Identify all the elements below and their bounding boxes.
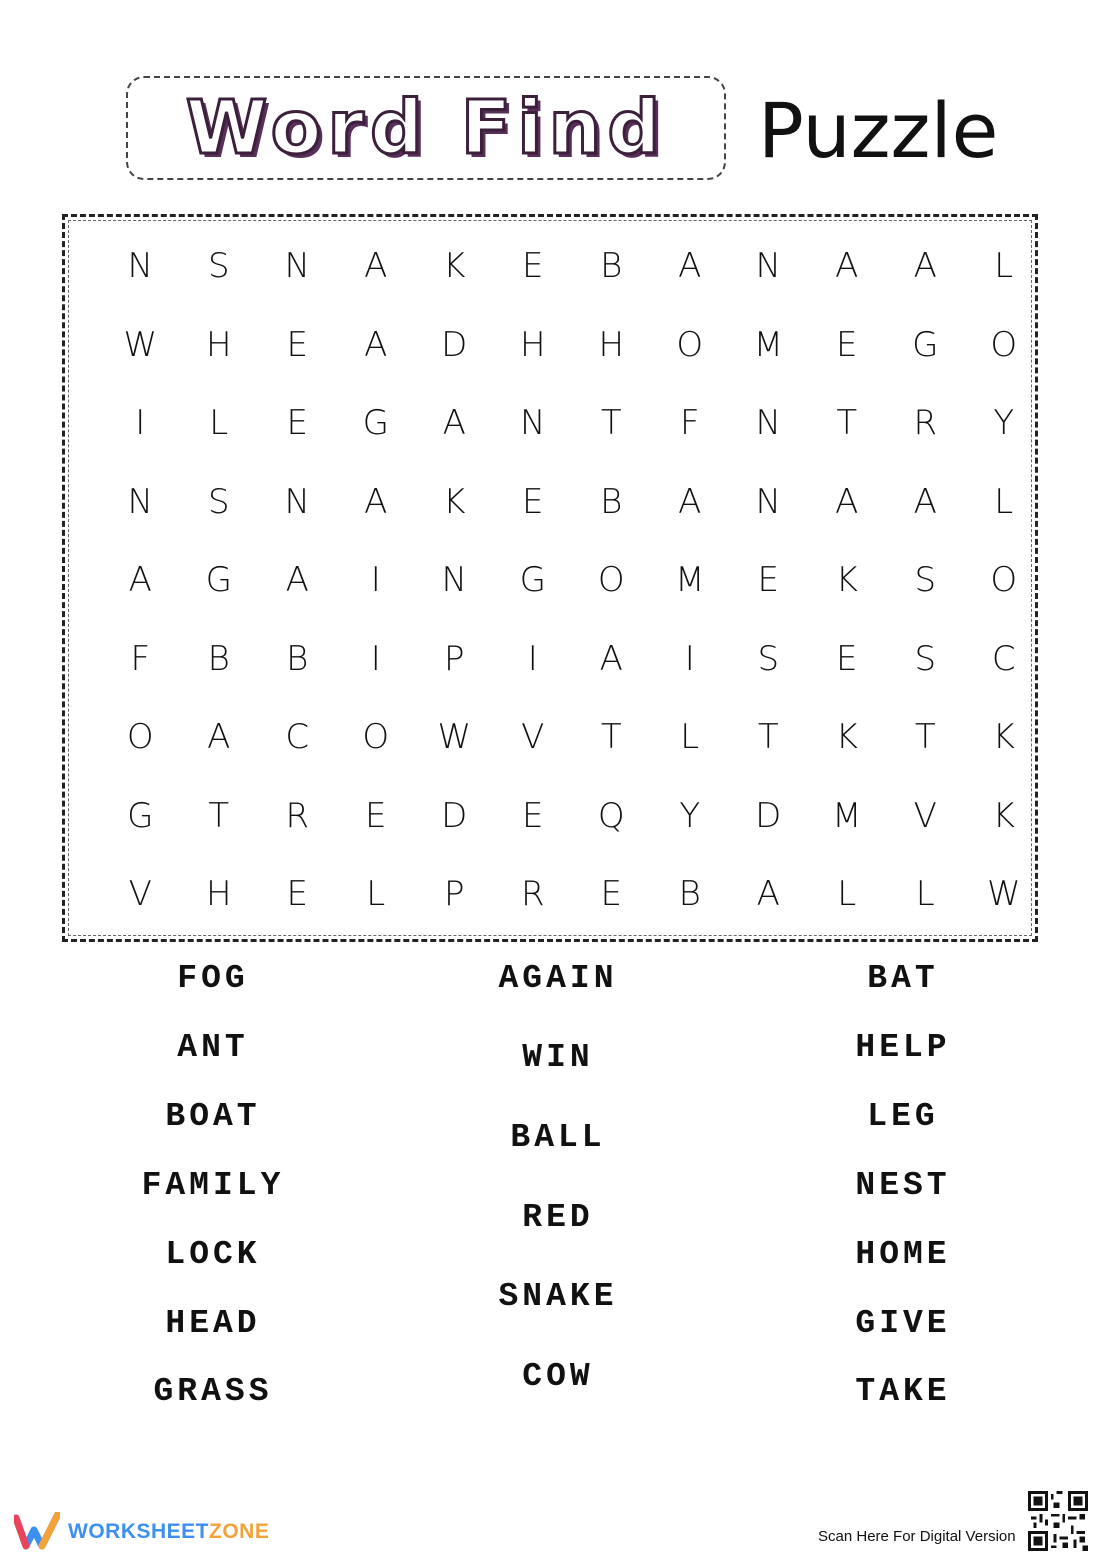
grid-letter: L [837, 874, 857, 915]
grid-letter: A [364, 481, 388, 522]
word-list-item: HOME [855, 1236, 951, 1273]
grid-letter: A [756, 874, 780, 915]
grid-row [101, 306, 1045, 385]
grid-letter: C [991, 638, 1016, 679]
grid-letter: A [128, 560, 152, 601]
grid-letter: I [370, 638, 381, 679]
grid-letter: F [130, 638, 151, 679]
grid-letter: A [599, 638, 623, 679]
grid-letter: V [521, 717, 545, 758]
grid-letter: A [678, 481, 702, 522]
grid-letter: I [684, 638, 695, 679]
grid-letter: N [755, 246, 781, 287]
grid-letter: H [205, 324, 232, 365]
grid-letter: S [207, 481, 230, 522]
grid-letter: I [370, 560, 381, 601]
grid-letter: E [600, 874, 622, 915]
grid-letter: L [209, 403, 229, 444]
grid-letter: N [755, 403, 781, 444]
word-list-item: LOCK [165, 1236, 261, 1273]
grid-letter: T [208, 795, 230, 836]
grid-letter: A [913, 481, 937, 522]
grid-letter: E [522, 246, 544, 287]
page-title: Word Find [185, 85, 667, 171]
grid-row [101, 541, 1045, 620]
grid-letter: A [442, 403, 466, 444]
brand-name [68, 1520, 269, 1544]
word-list-item: ANT [177, 1029, 249, 1066]
grid-letter: B [207, 638, 230, 679]
grid-letter: L [915, 874, 935, 915]
grid-letter: E [286, 403, 308, 444]
letter-grid-frame [62, 214, 1038, 942]
grid-letter: Q [597, 795, 625, 836]
grid-letter: A [364, 324, 388, 365]
grid-letter: N [284, 246, 310, 287]
grid-letter: T [600, 403, 622, 444]
grid-letter: M [753, 324, 783, 365]
grid-letter: L [680, 717, 700, 758]
grid-letter: V [913, 795, 937, 836]
grid-letter: P [443, 638, 465, 679]
grid-letter: N [520, 403, 546, 444]
grid-letter: H [205, 874, 232, 915]
grid-letter: M [675, 560, 705, 601]
grid-letter: A [913, 246, 937, 287]
letter-grid [101, 227, 1045, 934]
grid-letter: K [992, 795, 1015, 836]
grid-letter: O [990, 560, 1018, 601]
word-list-item: NEST [855, 1167, 951, 1204]
grid-letter: S [207, 246, 230, 287]
grid-letter: L [366, 874, 386, 915]
title-banner [126, 76, 726, 180]
grid-letter: L [994, 481, 1014, 522]
grid-letter: A [835, 481, 859, 522]
word-list-item: WIN [522, 1039, 594, 1076]
grid-letter: B [678, 874, 701, 915]
word-list-item: FOG [177, 960, 249, 997]
grid-letter: S [914, 560, 937, 601]
grid-letter: B [600, 481, 623, 522]
grid-letter: Y [679, 795, 701, 836]
grid-letter: T [600, 717, 622, 758]
grid-letter: L [994, 246, 1014, 287]
grid-letter: N [755, 481, 781, 522]
word-list-item: LEG [867, 1098, 939, 1135]
word-list-item: HEAD [165, 1305, 261, 1342]
grid-letter: W [437, 717, 472, 758]
grid-letter: G [362, 403, 389, 444]
grid-letter: O [362, 717, 390, 758]
word-list-item: COW [522, 1358, 594, 1395]
grid-letter: A [207, 717, 231, 758]
grid-row [101, 227, 1045, 306]
grid-row [101, 463, 1045, 542]
grid-letter: A [678, 246, 702, 287]
grid-letter: R [520, 874, 545, 915]
grid-letter: H [598, 324, 625, 365]
grid-letter: T [914, 717, 936, 758]
grid-letter: G [912, 324, 939, 365]
grid-letter: R [913, 403, 938, 444]
grid-row [101, 855, 1045, 934]
grid-letter: E [757, 560, 779, 601]
grid-letter: A [285, 560, 309, 601]
grid-letter: N [441, 560, 467, 601]
grid-letter: F [679, 403, 700, 444]
grid-letter: D [441, 324, 468, 365]
word-list-item: RED [522, 1199, 594, 1236]
grid-letter: Y [993, 403, 1015, 444]
grid-letter: B [286, 638, 309, 679]
grid-row [101, 777, 1045, 856]
brand-logo [14, 1512, 269, 1552]
grid-letter: G [205, 560, 232, 601]
grid-letter: M [832, 795, 862, 836]
grid-letter: E [286, 874, 308, 915]
grid-letter: K [835, 560, 858, 601]
grid-letter: A [835, 246, 859, 287]
grid-letter: T [836, 403, 858, 444]
word-list-item: BOAT [165, 1098, 261, 1135]
word-list-item: BALL [510, 1119, 606, 1156]
grid-letter: K [992, 717, 1015, 758]
grid-letter: K [443, 246, 466, 287]
grid-row [101, 384, 1045, 463]
grid-letter: I [527, 638, 538, 679]
grid-letter: D [441, 795, 468, 836]
grid-letter: V [128, 874, 152, 915]
grid-letter: N [127, 246, 153, 287]
grid-letter: K [443, 481, 466, 522]
grid-letter: R [285, 795, 310, 836]
scan-instruction: Scan Here For Digital Version [818, 1528, 1016, 1545]
grid-letter: G [127, 795, 154, 836]
grid-letter: S [914, 638, 937, 679]
brand-name-part2: ZONE [209, 1520, 270, 1543]
grid-letter: K [835, 717, 858, 758]
grid-letter: E [522, 795, 544, 836]
grid-letter: A [364, 246, 388, 287]
grid-row [101, 620, 1045, 699]
grid-letter: C [285, 717, 310, 758]
word-list-item: GIVE [855, 1305, 951, 1342]
grid-letter: N [284, 481, 310, 522]
grid-letter: E [836, 638, 858, 679]
grid-letter: I [135, 403, 146, 444]
grid-letter: W [123, 324, 158, 365]
grid-row [101, 698, 1045, 777]
brand-name-part1: WORKSHEET [68, 1520, 209, 1543]
grid-letter: E [522, 481, 544, 522]
word-list-item: GRASS [153, 1373, 273, 1410]
grid-letter: S [757, 638, 780, 679]
grid-letter: P [443, 874, 465, 915]
word-list-item: TAKE [855, 1373, 951, 1410]
brand-w-icon [14, 1512, 60, 1552]
page-subtitle: Puzzle [758, 86, 999, 175]
word-list-item: SNAKE [498, 1278, 618, 1315]
grid-letter: E [286, 324, 308, 365]
grid-letter: O [126, 717, 154, 758]
word-list-item: HELP [855, 1029, 951, 1066]
grid-letter: O [990, 324, 1018, 365]
word-list-item: AGAIN [498, 960, 618, 997]
grid-letter: E [365, 795, 387, 836]
word-list-item: FAMILY [141, 1167, 285, 1204]
grid-letter: B [600, 246, 623, 287]
grid-letter: O [597, 560, 625, 601]
grid-letter: W [986, 874, 1021, 915]
grid-letter: T [757, 717, 779, 758]
grid-letter: N [127, 481, 153, 522]
grid-letter: D [755, 795, 782, 836]
word-list-item: BAT [867, 960, 939, 997]
grid-letter: G [519, 560, 546, 601]
qr-code-icon[interactable] [1028, 1491, 1088, 1551]
grid-letter: O [676, 324, 704, 365]
grid-letter: H [519, 324, 546, 365]
grid-letter: E [836, 324, 858, 365]
